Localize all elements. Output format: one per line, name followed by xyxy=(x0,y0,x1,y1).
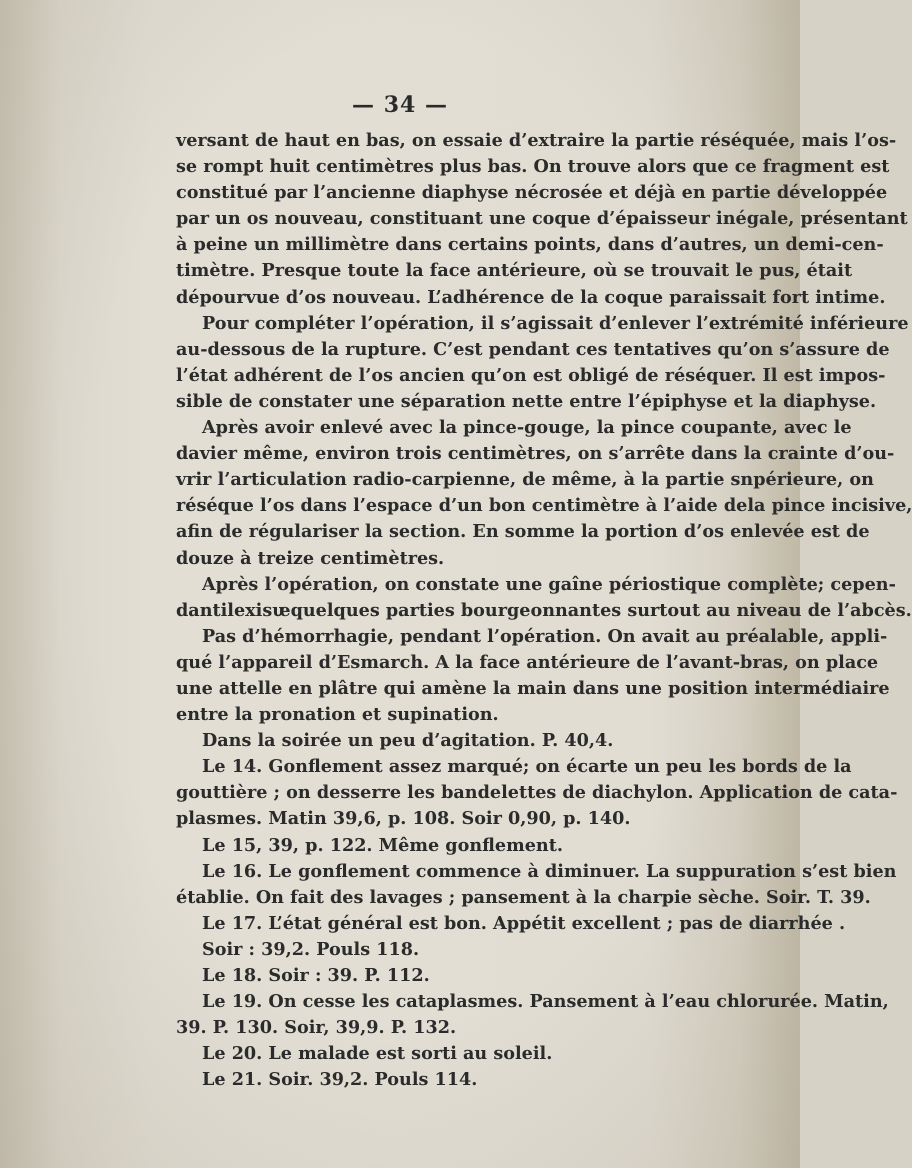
text-line: gouttière ; on desserre les bandelettes de diachylon. Application de cata- xyxy=(176,782,898,804)
text-line: Soir : 39,2. Pouls 118. xyxy=(202,938,420,960)
text-line: réséque l’os dans l’espace d’un bon centimètre à l’aide dela pince incisive, xyxy=(176,495,912,517)
text-line: Le 16. Le gonflement commence à diminuer. La suppuration s’est bien xyxy=(202,860,897,882)
text-line: 39. P. 130. Soir, 39,9. P. 132. xyxy=(176,1017,457,1039)
text-line: Pas d’hémorrhagie, pendant l’opération. On avait au préalable, appli- xyxy=(202,625,888,647)
page-number: — 34 — xyxy=(352,92,448,118)
body-text xyxy=(176,128,912,1093)
text-line: Le 15, 39, p. 122. Même gonflement. xyxy=(202,834,563,856)
text-line: au-dessous de la rupture. C’est pendant ces tentatives qu’on s’assure de xyxy=(176,338,890,360)
text-line: l’état adhérent de l’os ancien qu’on est obligé de réséquer. Il est impos- xyxy=(176,364,886,386)
text-line: timètre. Presque toute la face antérieure, où se trouvait le pus, était xyxy=(176,260,853,282)
text-line: vrir l’articulation radio-carpienne, de même, à la partie snpérieure, on xyxy=(176,469,874,491)
text-line: Le 21. Soir. 39,2. Pouls 114. xyxy=(202,1069,478,1091)
text-line: par un os nouveau, constituant une coque d’épaisseur inégale, présentant xyxy=(176,208,908,230)
text-line: à peine un millimètre dans certains points, dans d’autres, un demi-cen- xyxy=(176,234,884,256)
text-line: Le 20. Le malade est sorti au soleil. xyxy=(202,1043,553,1065)
text-line: Le 14. Gonflement assez marqué; on écarte un peu les bords de la xyxy=(202,756,852,778)
text-line: davier même, environ trois centimètres, on s’arrête dans la crainte d’ou- xyxy=(176,443,895,465)
text-line: dépourvue d’os nouveau. L’adhérence de la coque paraissait fort intime. xyxy=(176,286,886,308)
text-line: établie. On fait des lavages ; pansement à la charpie sèche. Soir. T. 39. xyxy=(176,886,871,908)
text-line: versant de haut en bas, on essaie d’extraire la partie réséquée, mais l’os- xyxy=(176,130,897,151)
text-line: Pour compléter l’opération, il s’agissait d’enlever l’extrémité inférieure xyxy=(202,312,909,334)
text-line: Le 17. L’état général est bon. Appétit excellent ; pas de diarrhée . xyxy=(202,912,846,934)
text-line: entre la pronation et supination. xyxy=(176,704,499,726)
text-line: une attelle en plâtre qui amène la main dans une position intermédiaire xyxy=(176,677,890,699)
text-line: sible de constater une séparation nette entre l’épiphyse et la diaphyse. xyxy=(176,390,877,412)
text-line: se rompt huit centimètres plus bas. On trouve alors que ce fragment est xyxy=(176,156,890,178)
text-line: dantilexisᵫquelques parties bourgeonnantes surtout au niveau de l’abcès. xyxy=(176,599,912,621)
text-line: constitué par l’ancienne diaphyse nécrosée et déjà en partie développée xyxy=(176,182,888,204)
text-line: douze à treize centimètres. xyxy=(176,547,445,569)
text-line: qué l’appareil d’Esmarch. A la face antérieure de l’avant-bras, on place xyxy=(176,651,879,673)
text-line: Le 19. On cesse les cataplasmes. Pansement à l’eau chlorurée. Matin, xyxy=(202,991,889,1013)
text-line: Après avoir enlevé avec la pince-gouge, la pince coupante, avec le xyxy=(202,417,852,439)
text-line: Dans la soirée un peu d’agitation. P. 40,4. xyxy=(202,730,614,752)
text-line: plasmes. Matin 39,6, p. 108. Soir 0,90, p. 140. xyxy=(176,808,631,830)
text-line: Le 18. Soir : 39. P. 112. xyxy=(202,965,430,986)
text-line: afin de régulariser la section. En somme la portion d’os enlevée est de xyxy=(176,521,870,543)
text-line: Après l’opération, on constate une gaîne périostique complète; cepen- xyxy=(202,573,896,595)
